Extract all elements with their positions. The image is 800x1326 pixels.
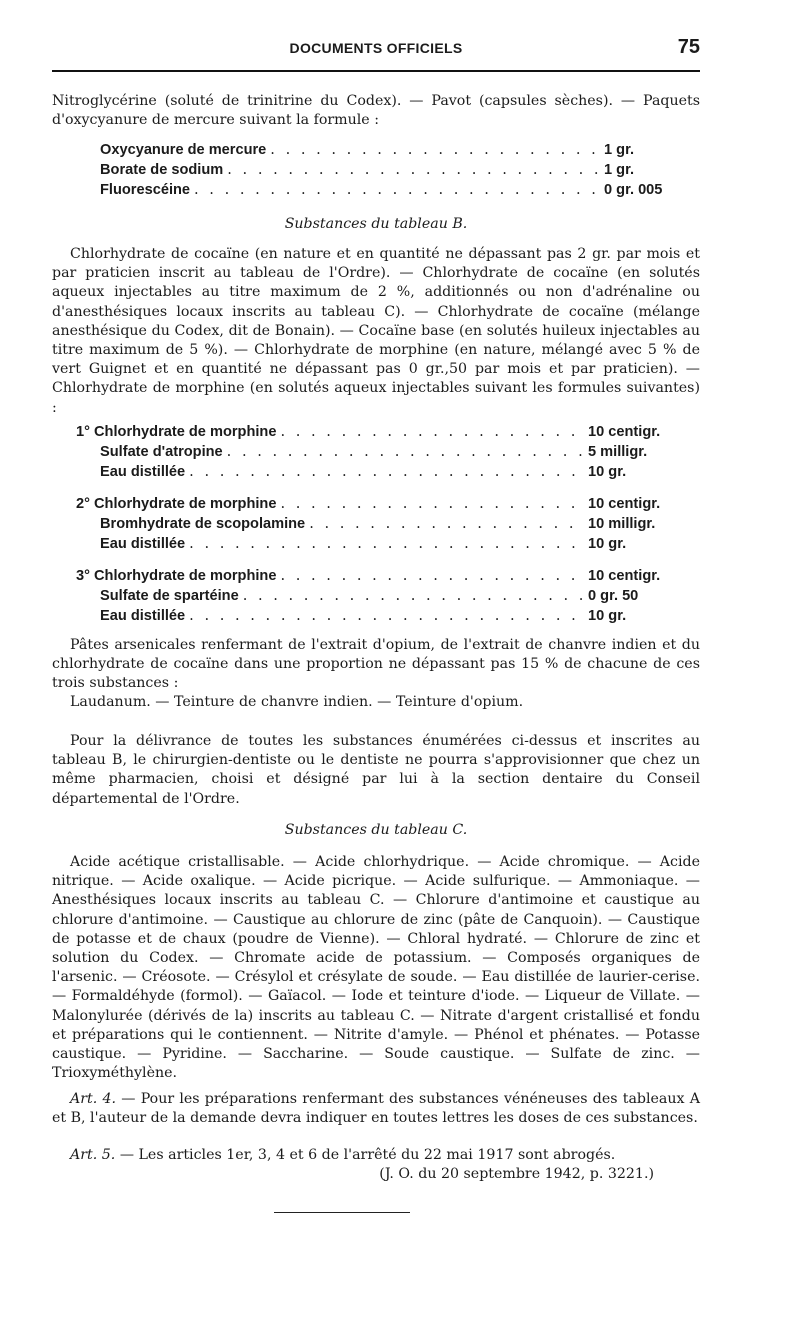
formula-row	[52, 514, 700, 534]
formula-number: 1° Chlorhydrate de morphine	[76, 424, 277, 440]
leader-dots	[189, 606, 584, 626]
ingredient-qty: 5 milligr.	[588, 443, 648, 460]
leader-dots	[243, 586, 584, 606]
leader-dots	[227, 442, 584, 462]
ingredient-name: Eau distillée	[100, 535, 186, 552]
article-label: Art. 5.	[70, 1147, 116, 1163]
formula-row	[52, 534, 700, 554]
formula-row	[52, 422, 700, 442]
article-5	[52, 1146, 700, 1165]
section-b-paragraph-1: Chlorhydrate de cocaïne (en nature et en quantité ne dépassant pas 2 gr. par mois et par praticien inscrit au tableau de l'Ordre). — Chlorhydrate de cocaïne (en solutés aqueux injectables au titre maximum de 2 %, additionnés ou non d'adrénaline ou d'anesthésiques locaux inscrits au tableau C). — Chlorhydrate de cocaïne (mélange anesthésique du Codex, dit de Bonain). — Cocaïne base (en solutés huileux injectables au titre maximum de 5 %). — Chlorhydrate de morphine (en nature, mélangé avec 5 % de vert Guignet et en quantité ne dépassant pas 0 gr.,50 par mois et par praticien). — Chlorhydrate de morphine (en solutés aqueux injectables suivant les formules suivantes) :	[52, 246, 700, 416]
article-text: — Les articles 1er, 3, 4 et 6 de l'arrêté du 22 mai 1917 sont abrogés.	[119, 1147, 616, 1163]
ingredient-name: Sulfate de spartéine	[100, 587, 239, 604]
section-b-heading: Substances du tableau B.	[284, 216, 468, 232]
formula-row	[52, 586, 700, 606]
header-rule	[52, 70, 700, 72]
ingredient-name: Oxycyanure de mercure	[100, 142, 267, 158]
leader-dots	[227, 160, 600, 180]
ingredient-qty: 10 gr.	[588, 535, 627, 552]
ingredient-qty: 0 gr. 005	[604, 181, 663, 198]
page-number: 75	[677, 36, 700, 58]
section-c-heading: Substances du tableau C.	[284, 822, 468, 838]
section-b-paragraph-4: Pour la délivrance de toutes les substances énumérées ci-dessus et inscrites au tableau B, le chirurgien-dentiste ou le dentiste ne pourra s'approvisionner que chez un même pharmacien, choisi et désigné par lui à la section dentaire du Conseil départemental de l'Ordre.	[52, 733, 700, 807]
leader-dots	[194, 180, 600, 200]
formula-b-3	[52, 566, 700, 625]
ingredient-name: Fluorescéine	[100, 181, 191, 198]
running-header	[52, 36, 700, 60]
article-label: Art. 4.	[70, 1091, 117, 1107]
ingredient-qty: 1 gr.	[604, 161, 635, 178]
ingredient-name: Eau distillée	[100, 463, 186, 480]
ingredient-name: Sulfate d'atropine	[100, 443, 223, 460]
leader-dots	[280, 566, 584, 586]
formula-a	[52, 140, 700, 199]
formula-row	[52, 566, 700, 586]
leader-dots	[189, 462, 584, 482]
formula-row	[52, 160, 700, 180]
formula-row	[52, 442, 700, 462]
ingredient-qty: 10 gr.	[588, 463, 627, 480]
formula-row	[52, 180, 700, 200]
ingredient-qty: 10 centigr.	[588, 568, 661, 584]
ingredient-name: Bromhydrate de scopolamine	[100, 515, 306, 532]
article-4	[52, 1090, 700, 1128]
ingredient-name: Eau distillée	[100, 607, 186, 624]
ingredient-qty: 10 gr.	[588, 607, 627, 624]
section-b-paragraph-3: Laudanum. — Teinture de chanvre indien. — Teinture d'opium.	[70, 694, 524, 710]
formula-row	[52, 606, 700, 626]
formula-b-1	[52, 422, 700, 481]
header-title: DOCUMENTS OFFICIELS	[289, 40, 463, 56]
leader-dots	[270, 140, 600, 160]
formula-row	[52, 462, 700, 482]
leader-dots	[309, 514, 584, 534]
ingredient-qty: 10 centigr.	[588, 424, 661, 440]
ingredient-qty: 1 gr.	[604, 142, 635, 158]
formula-row	[52, 494, 700, 514]
ingredient-qty: 10 milligr.	[588, 515, 656, 532]
formula-number: 3° Chlorhydrate de morphine	[76, 568, 277, 584]
leader-dots	[189, 534, 584, 554]
section-c-paragraph: Acide acétique cristallisable. — Acide chlorhydrique. — Acide chromique. — Acide nitrique. — Acide oxalique. — Acide picrique. — Acide sulfurique. — Ammoniaque. — Anesthésiques locaux inscrits au tableau C. — Chlorure d'antimoine et caustique au chlorure d'antimoine. — Caustique au chlorure de zinc (pâte de Canquoin). — Caustique de potasse et de chaux (poudre de Vienne). — Chloral hydraté. — Chlorure de zinc et solution du Codex. — Chromate acide de potassium. — Composés organiques de l'arsenic. — Créosote. — Crésylol et crésylate de soude. — Eau distillée de laurier-cerise. — Formaldéhyde (formol). — Gaïacol. — Iode et teinture d'iode. — Liqueur de Villate. — Malonylurée (dérivés de la) inscrits au tableau C. — Nitrate d'argent cristallisé et fondu et préparations qui le contiennent. — Nitrite d'amyle. — Phénol et phénates. — Potasse caustique. — Pyridine. — Saccharine. — Soude caustique. — Sulfate de zinc. — Trioxyméthylène.	[52, 854, 700, 1082]
ingredient-qty: 0 gr. 50	[588, 587, 639, 604]
ingredient-name: Borate de sodium	[100, 161, 224, 178]
article-text: — Pour les préparations renfermant des substances vénéneuses des tableaux A et B, l'auteur de la demande devra indiquer en toutes lettres les doses de ces substances.	[52, 1091, 700, 1127]
intro-paragraph: Nitroglycérine (soluté de trinitrine du Codex). — Pavot (capsules sèches). — Paquets d'oxycyanure de mercure suivant la formule :	[52, 93, 700, 129]
leader-dots	[280, 494, 584, 514]
formula-b-2	[52, 494, 700, 553]
leader-dots	[280, 422, 584, 442]
formula-row	[52, 140, 700, 160]
formula-number: 2° Chlorhydrate de morphine	[76, 496, 277, 512]
section-b-paragraph-2: Pâtes arsenicales renfermant de l'extrait d'opium, de l'extrait de chanvre indien et du chlorhydrate de cocaïne dans une proportion ne dépassant pas 15 % de chacune de ces trois substances :	[52, 637, 700, 692]
citation: (J. O. du 20 septembre 1942, p. 3221.)	[379, 1166, 654, 1182]
footer-rule	[274, 1212, 410, 1213]
ingredient-qty: 10 centigr.	[588, 496, 661, 512]
